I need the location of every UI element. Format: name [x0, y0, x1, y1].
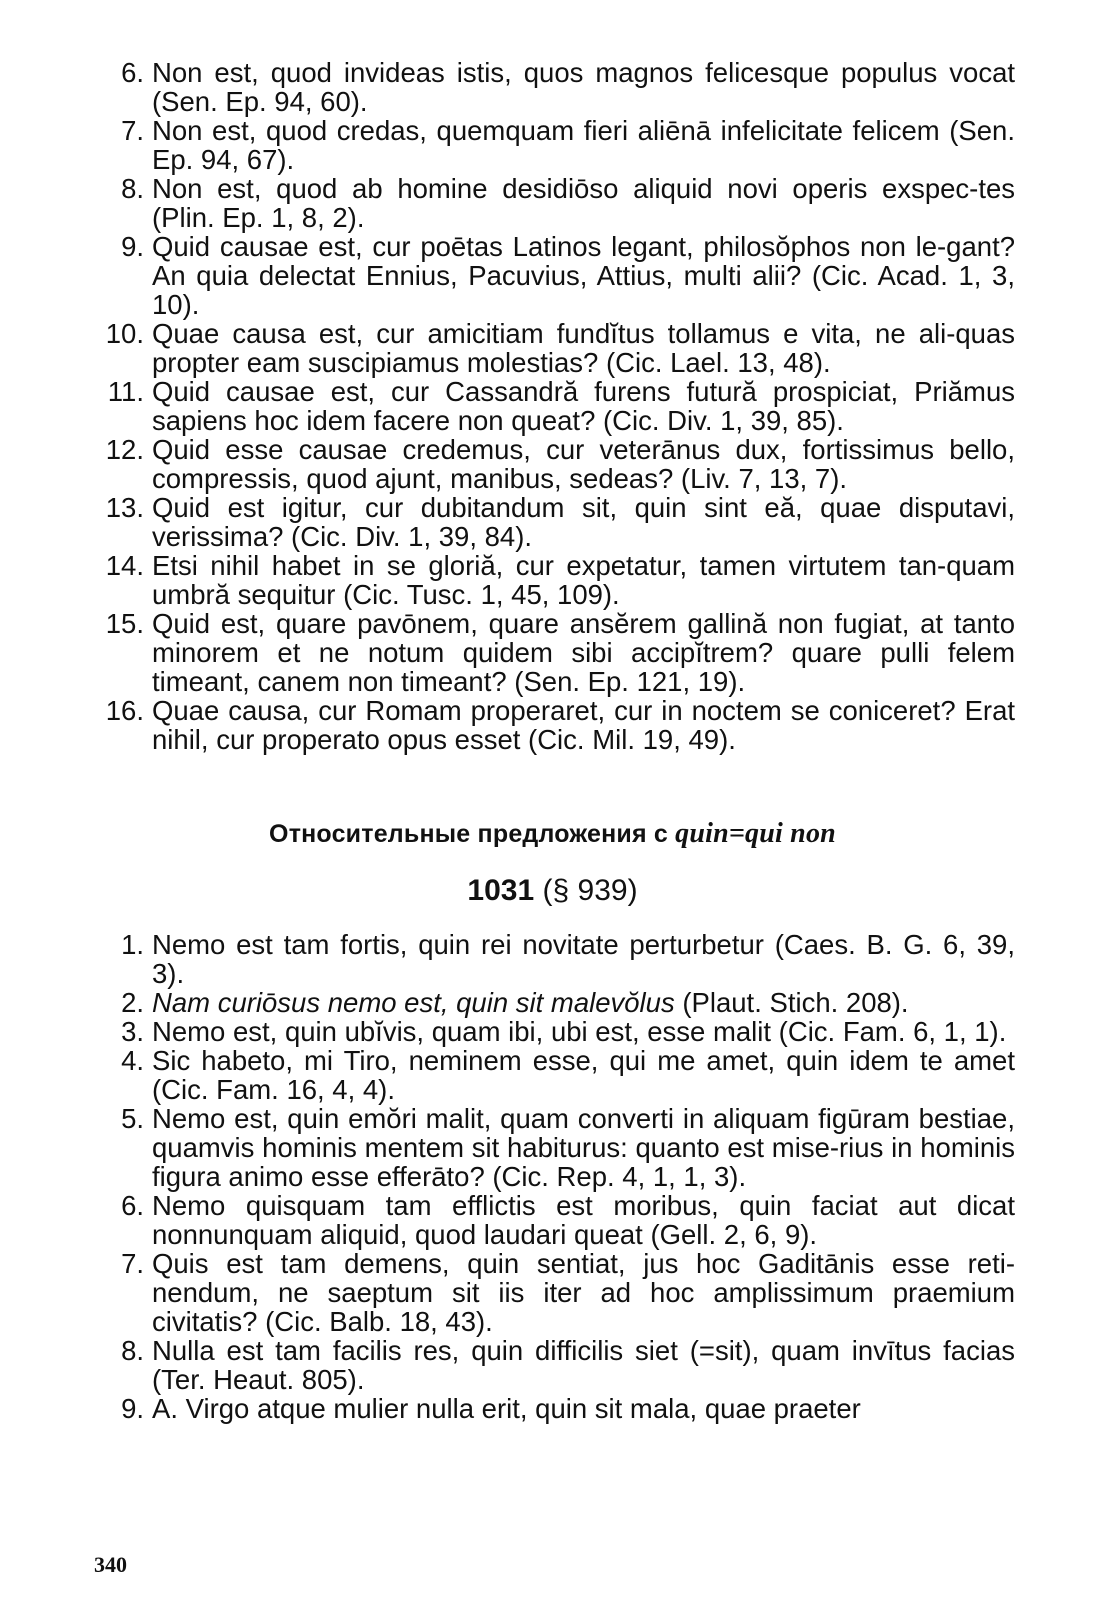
list-item	[100, 609, 1015, 696]
item-number: 8.	[121, 1335, 144, 1366]
item-number: 3.	[121, 1016, 144, 1047]
item-number: 15.	[105, 608, 144, 639]
item-number: 5.	[121, 1103, 144, 1134]
item-text: Quid causae est, cur Cassandră furens futură prospiciat, Priămus sapiens hoc idem facere non queat? (Cic. Div. 1, 39, 85).	[152, 376, 1015, 436]
exercise-list-bottom	[100, 930, 1015, 1423]
item-text: Nemo est tam fortis, quin rei novitate perturbetur (Caes. B. G. 6, 39, 3).	[152, 929, 1015, 989]
item-text: Non est, quod credas, quemquam fieri aliēnā infelicitate felicem (Sen. Ep. 94, 67).	[152, 115, 1015, 175]
list-item	[100, 493, 1015, 551]
item-number: 2.	[121, 987, 144, 1018]
item-text: Nulla est tam facilis res, quin difficilis siet (=sit), quam invītus facias (Ter. Heaut. 805).	[152, 1335, 1015, 1395]
item-text: Non est, quod ab homine desidiōso aliquid novi operis exspec-tes (Plin. Ep. 1, 8, 2).	[152, 173, 1015, 233]
item-number: 11.	[107, 376, 144, 407]
list-item	[100, 232, 1015, 319]
item-number: 14.	[105, 550, 144, 581]
list-item	[100, 1394, 1015, 1423]
item-number: 16.	[105, 695, 144, 726]
list-item	[100, 377, 1015, 435]
item-text: Quid esse causae credemus, cur veterānus dux, fortissimus bello, compressis, quod ajunt, manibus, sedeas? (Liv. 7, 13, 7).	[152, 434, 1015, 494]
list-item	[100, 988, 1015, 1017]
section-number	[0, 874, 1105, 908]
list-item	[100, 551, 1015, 609]
list-item	[100, 435, 1015, 493]
section-number-value: 1031	[467, 874, 535, 907]
item-text-wrapper	[152, 988, 1015, 1017]
list-item	[100, 1104, 1015, 1191]
heading-emphasis: quin=qui non	[675, 818, 836, 849]
item-text: Quae causa est, cur amicitiam fundĭtus tollamus e vita, ne ali-quas propter eam suscipiamus molestias? (Cic. Lael. 13, 48).	[152, 318, 1015, 378]
item-text: A. Virgo atque mulier nulla erit, quin sit mala, quae praeter	[152, 1393, 861, 1424]
item-text: Quid est igitur, cur dubitandum sit, quin sint eă, quae disputavi, verissima? (Cic. Div. 1, 39, 84).	[152, 492, 1015, 552]
section-reference: (§ 939)	[542, 874, 638, 907]
item-text: Nemo est, quin emŏri malit, quam converti in aliquam figūram bestiae, quamvis hominis mentem sit habiturus: quanto est mise-rius in hominis figura animo esse efferāto? (Cic. Rep. 4, 1, 1, 3).	[152, 1103, 1015, 1192]
list-item	[100, 319, 1015, 377]
item-text: Sic habeto, mi Tiro, neminem esse, qui me amet, quin idem te amet (Cic. Fam. 16, 4, 4).	[152, 1045, 1015, 1105]
item-text: Quid est, quare pavōnem, quare ansĕrem gallină non fugiat, at tanto minorem et ne notum quidem sibi accipĭtrem? quare pulli felem timeant, canem non timeant? (Sen. Ep. 121, 19).	[152, 608, 1015, 697]
page-number: 340	[94, 1552, 127, 1577]
item-text-italic: Nam curiōsus nemo est, quin sit malevŏlus	[152, 987, 675, 1018]
item-text: Etsi nihil habet in se gloriă, cur expetatur, tamen virtutem tan-quam umbră sequitur (Cic. Tusc. 1, 45, 109).	[152, 550, 1015, 610]
item-number: 1.	[121, 929, 144, 960]
list-item	[100, 174, 1015, 232]
item-number: 10.	[105, 318, 144, 349]
item-text: Nemo est, quin ubĭvis, quam ibi, ubi est, esse malit (Cic. Fam. 6, 1, 1).	[152, 1016, 1007, 1047]
item-number: 12.	[105, 434, 144, 465]
item-text: (Plaut. Stich. 208).	[674, 987, 909, 1018]
item-text: Quae causa, cur Romam properaret, cur in noctem se coniceret? Erat nihil, cur properato opus esset (Cic. Mil. 19, 49).	[152, 695, 1015, 755]
item-number: 4.	[121, 1045, 144, 1076]
heading-text: Относительные предложения с	[269, 820, 668, 848]
section-heading	[0, 818, 1105, 850]
list-item	[100, 58, 1015, 116]
item-text: Quis est tam demens, quin sentiat, jus hoc Gaditānis esse reti-nendum, ne saeptum sit iis iter ad hoc amplissimum praemium civitatis? (Cic. Balb. 18, 43).	[152, 1248, 1015, 1337]
list-item	[100, 1017, 1015, 1046]
list-item	[100, 930, 1015, 988]
item-number: 9.	[121, 231, 144, 262]
item-number: 13.	[105, 492, 144, 523]
list-item	[100, 1046, 1015, 1104]
list-item	[100, 1336, 1015, 1394]
list-item	[100, 116, 1015, 174]
item-number: 6.	[121, 1190, 144, 1221]
list-item	[100, 1249, 1015, 1336]
list-item	[100, 696, 1015, 754]
item-number: 7.	[121, 1248, 144, 1279]
list-item	[100, 1191, 1015, 1249]
item-number: 6.	[121, 57, 144, 88]
item-number: 7.	[121, 115, 144, 146]
item-number: 9.	[121, 1393, 144, 1424]
exercise-list-top	[100, 58, 1015, 754]
item-text: Non est, quod invideas istis, quos magnos felicesque populus vocat (Sen. Ep. 94, 60).	[152, 57, 1015, 117]
item-text: Nemo quisquam tam efflictis est moribus, quin faciat aut dicat nonnunquam aliquid, quod laudari queat (Gell. 2, 6, 9).	[152, 1190, 1015, 1250]
item-text: Quid causae est, cur poētas Latinos legant, philosŏphos non le-gant? An quia delectat Ennius, Pacuvius, Attius, multi alii? (Cic. Acad. 1, 3, 10).	[152, 231, 1015, 320]
item-number: 8.	[121, 173, 144, 204]
